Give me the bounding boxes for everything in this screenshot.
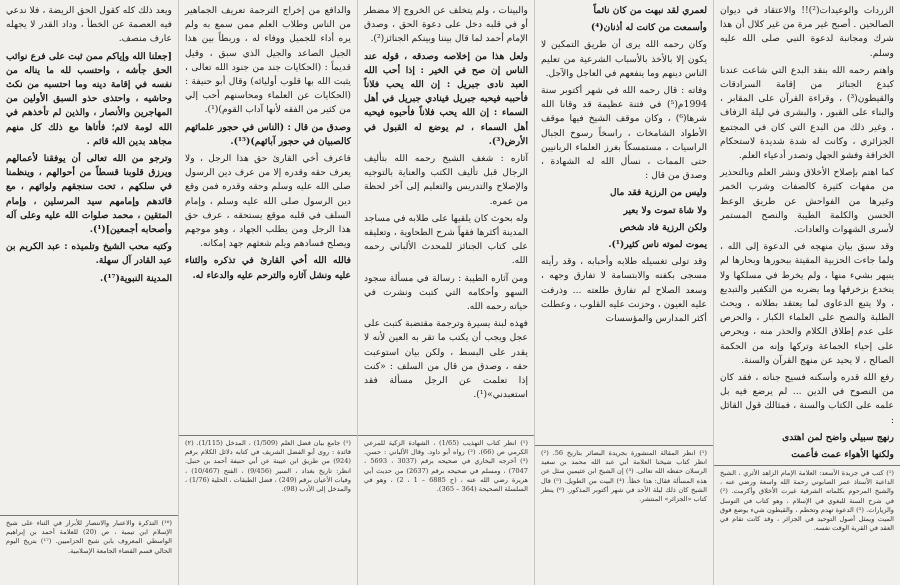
paragraph: فهذه لبنة يسيرة وترجمة مقتضبة كتبت على عجل ويجب أن يكتب ما تقر به العين لأنه لا يقدر على البسط ، ولكن بيان استوعبت حقه ، وصدق من قال من السلف : «كنت إذا تعلمت عن الرجل مسألة فقد استعبدني»(¹). bbox=[364, 318, 528, 401]
column-divider bbox=[357, 0, 358, 585]
footnotes: (¹⁶) التذكرة والاعتبار والانتصار للأبرار في الثناء على شيخ الإسلام ابن تيمية ، ص (20) للعلامة أحمد بن إبراهيم الواسطي المعروف بابن شيخ الحزاميين. (¹⁷) بتريخ اليوم الحالي قسم القضاء الجامعة الإسلامية. bbox=[0, 515, 178, 585]
paragraph: [جعلنا الله وإياكم ممن ثبت على فرع نوائب الحق جأشه ، واحتسب لله ما يناله من نفسه في إقامة دينه وما احتسبه من نكث وحاشيه ، واحتذى حذو السبق الأولين من المهاجرين والأنصار ، والذين لم تأخذهم في الله لومة لائم؛ فأتاها مع ذلك كل منهم مجاهد بدين الله قائم . bbox=[6, 50, 172, 147]
paragraph: فالله الله أخي القارئ في تذكره والثناء عليه ونشل آثاره والترحم عليه والدعاء له. bbox=[185, 255, 351, 281]
paragraph: فاعرف أخي القارئ حق هذا الرجل ، ولا يعرف حقه وقدره إلا من عرف دين الرسول صلى الله عليه وسلم وحقه وقدره فمن وقع دين الرسول صلى الله عليه وسلم ، وإمام السلف في قلبه موقع يستحقه ، عرف حق هذا الرجل ومن يطلب الجهاد ، وهو موجهم ويصلح فسادهم ويلم شعثهم جهد إمكانه. bbox=[185, 153, 351, 250]
signature-line: وكتبه محب الشيخ وتلميذه : عبد الكريم بن عبد القادر آل سهلة. bbox=[6, 241, 172, 267]
paragraph: وصدق من قال : (الناس في حجور علمائهم كالصبيان في حجور آبائهم)(¹⁵). bbox=[185, 121, 351, 147]
column-1 bbox=[714, 0, 900, 585]
footnotes: (¹) جامع بيان فضل العلم (1/509) ، المدخل (1/115). (٢) قائدة : روى أبو الفضل الشريف في كتابه دلائل الكلام برقم (924) من طريق ابن عيينة عن أبي حنيفة أحمد بن حنبل. انظر: تاريخ بغداد ، السير (9/456) ، الفتح (10/467) ، وفيات الأعيان برقم (249) ، فضل الطبقات ، الحلية (1/76) ، والمدخل إلى الأدب (98). bbox=[179, 435, 357, 585]
column-divider bbox=[178, 0, 179, 585]
column-4 bbox=[179, 0, 357, 585]
verse-line: وأسمعت من كانت له أذنان(⁴) bbox=[590, 22, 707, 34]
paragraph: وترجو من الله تعالى أن يوفقنا لأعمالهم ويرزق قلوبنا قسطاً من أحوالهم ، وينظمنا في سلكهم ، تحت سنجقهم ولوائهم ، مع قائدهم وإمامهم سيد المرسلين ، وإمام المتقين ، محمد صلوات الله عليه وعلى آله وأصحابه أجمعين](¹). bbox=[6, 153, 172, 236]
paragraph: ومن آثاره الطيبة : رسالة في مسألة سجود السهو وأحكامه التي كتبت ونشرت في حياته رحمه الله. bbox=[364, 272, 528, 313]
verse-line: يموت لموته ناس كثير(¹). bbox=[608, 239, 707, 251]
column-divider bbox=[713, 0, 714, 585]
paragraph: ولعل هذا من إخلاصه وصدقه ، قوله عند الناس إن صح في الخير : إذا أحب الله العبد نادى جبريل : إن الله يحب فلاناً فأحببه فيحبه جبريل فينادي جبريل في أهل السماء : إن الله يحب فلاناً فأحبوه فيحبه أهل السماء ، ثم يوضع له القبول في الأرض(³). bbox=[364, 50, 528, 147]
paragraph: وله بحوث كان يلقيها على طلابه في مساجد المدينة أكثرها فقهاً شرح الطحاوية ، وتعليقه على كتاب الجنائز للمحدث الألباني رحمه الله. bbox=[364, 212, 528, 267]
footnotes: (¹) انظر المقالة المنشورة بجريدة البصائر بتاريخ 56. (²) انظر كتاب شيخنا العلامة أبي عبد الله محمد بن سعيد الرسلان حفظه الله تعالى. (³) إن الشيخ ابن عثيمين سئل عن هذه المسألة فقال: هذا خطأ. (⁴) البيت من الطويل. (⁵) قال الشيخ كان ذلك ليلة الأحد في شهر أكتوبر المذكور. (⁶) ينظر كتاب «الجزائر» المنتشر. bbox=[535, 445, 713, 585]
verse-line: رنهج سبيلي واضح لمن اهتدى bbox=[782, 431, 894, 443]
verse-line: ولكنها الأهواء عمت فأعمت bbox=[791, 449, 894, 461]
column-divider bbox=[534, 0, 535, 585]
paragraph: والدافع من إخراج الترجمة تعريف الجماهير من الناس وطلاب العلم ممن سمع به ولم يره أداء للجميل ووفاء له ، وربطاً بين هذا الجيل الصاعد والجيل الذي سبق ، وقيل قديماً : (الحكايات جند من جنود الله تعالى ، يثبت الله بها قلوب أوليائه) وقال أبو حنيفة : (الحكايات عن العلماء ومحاسنهم أحب إلي من كثير من الفقه لأنها آداب القوم)(¹). bbox=[185, 5, 351, 116]
footnotes: (¹) كتب في جريدة الأسعد: العلامة الإمام الزاهد الأثري ، الشيخ الداعية الأستاذ عمر الصابوني رحمة الله واسعة ورضي عنه ، والشيخ المرحوم بكلماته الشرقية غيرت الأخلاق وأكرمت. (²) في شرح السنة للبغوي في الإسلام ، وهو كتاب في التوسل والزيارات. (³) الدعوة تهدم وتحطم ، والقيطون شيء يوضع فوق الميت ويمثل أصول التوحيد في الجزائر ، وقد كانت تقام في العقد في القرية الوقت نفسه. bbox=[714, 465, 900, 585]
paragraph: والبينات ، ولم يتخلف عن الخروج إلا مضطر أو في قلبه دخل على دعوة الحق ، وصدق الإمام أحمد لما قال بيننا وبينكم الجنائز(²). bbox=[364, 5, 528, 45]
verse-line: ولا شاة تموت ولا بعير bbox=[623, 204, 707, 216]
paragraph: وكان رحمه الله يرى أن طريق التمكين لا يكون إلا بالأخذ بالأسباب الشرعية من تعليم الناس دينهم وما ينفعهم في العاجل والآجل. bbox=[541, 39, 707, 79]
paragraph: وقد سبق بيان منهجه في الدعوة إلى الله ، ولما جاءت الحزبية المقيتة ببحورها وبحارها لم ينبهر بشيء منها ، ولم يخرط في مسلكها ولا ينخدع بزخرفها وما يضربه من التكفير والتبديع ، ولا يتبع الدعاوى لما يعتقد بطلانه ، ويحث الطلبة والنصح على العلماء الكبار ، والحرص على عدم إطلاق الكلام والحذر منه ، ويحرص على إحياء الجماعة وتركها وإنه من الحكمة الصالح ، لا يحيد عن منهج القرآن والسنة. bbox=[720, 241, 894, 366]
paragraph: رفع الله قدره وأسكنه فسيح جناته ، فقد كان من النصوح في الدين ... لم يرضع فيه بل علمه على الكتاب والسنة ، فمثالك قول القائل : bbox=[720, 372, 894, 426]
paragraph: آثاره : شغف الشيخ رحمه الله بتأليف الرجال قبل تأليف الكتب والعناية بالتوجيه والإصلاح والتدريس والتعليم إلى آخر لحظة من عمره. bbox=[364, 153, 528, 207]
column-5 bbox=[0, 0, 178, 585]
place-line: المدينة النبوية(¹⁷). bbox=[99, 272, 172, 284]
verse-line: وليس من الرزية فقد مال bbox=[609, 187, 707, 199]
column-2 bbox=[535, 0, 713, 585]
paragraph: وفاته : قال رحمه الله في شهر أكتوبر سنة 1994م(⁵) في فتنة عظيمة قد وقانا الله شرها(⁶) ، وكان موقف الشيخ فيها موقف الأطواد الشامخات ، راسخاً رسوخ الجبال الراسيات ، مستمسكاً بغرز العلماء الربانيين حتى الممات ، نسأل الله له الشهادة ، وصدق من قال : bbox=[541, 85, 707, 182]
column-3 bbox=[358, 0, 534, 585]
paragraph: ويعد ذلك كله كقول الحق الريضة ، فلا ندعي فيه العصمة عن الخطأ ، وداد القدر لا يجهله عارف منصف. bbox=[6, 5, 172, 45]
footnotes: (¹) انظر كتاب التهذيب (1/65) ، الشهادة الزكية للمرعي الكرمي ص (66). (²) رواه أبو داود. وقال الألباني : حسن. (³) أخرجه البخاري في صحيحه برقم (3037 ، 5693 ، 7047) ، ومسلم في صحيحه برقم (2637) من حديث أبي هريرة رضي الله عنه ، (ح 6885 – 1 ، 2) ، وهو في السلسلة الصحيحة (364 – 365). bbox=[358, 435, 534, 585]
paragraph: كما اهتم بإصلاح الأخلاق ونشر العلم وبالتحذير من مفهات كثيرة كالصفات وشرب الخمر وغيرها من الفواحش عن طريق الوعظ الحسن والكلمة الطيبة والنصح المستمر لأسرى الشهوات والعادات. bbox=[720, 167, 894, 236]
paragraph: الزردات والوعيدات(²)!! والاعتقاد في ديوان الصالحين . أصبح غير مرة من غير كلال أن هذا شرك ومجانبة لدعوة النبي صلى الله عليه وسلم. bbox=[720, 5, 894, 59]
verse-line: ولكن الرزية فاد شخص bbox=[619, 221, 707, 233]
verse-line: لعمري لقد نبهت من كان نائماً bbox=[593, 5, 707, 16]
paragraph: وقد تولى تغسيله طلابه وأحبابه ، وقد رأيته مسجى بكفنه والابتسامة لا تفارق وجهه ، وسعد الصلاح لم تفارق طلعته ... وذرفت عليه العيون ، وحزنت عليه القلوب ، وعطلت أكثر المدارس والمؤسسات bbox=[541, 256, 707, 325]
paragraph: واهتم رحمه الله بنقد البدع التي شاعت عندنا كبدع الجنائز من إقامة السرادقات والقيطون(³) ، وقراءة القرآن على المقابر ، والبناء على القبور ، والبشرى في ليلة الزفاف ، وغير ذلك من البدع التي كان في المجتمع الجزائري ، وكانت له شدة شديدة لاستحكام الخرافة وفشو الجهل وتصدر أدعياء العلم. bbox=[720, 64, 894, 162]
